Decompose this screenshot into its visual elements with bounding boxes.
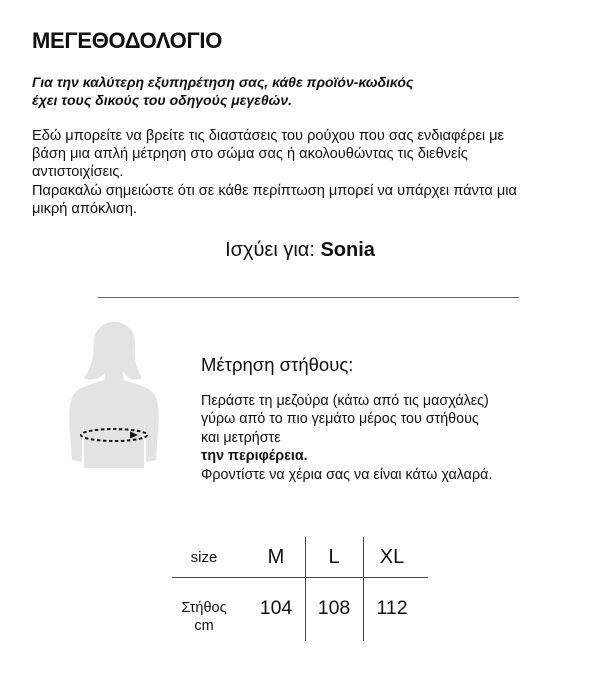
chest-value-m: 104 [259, 597, 293, 619]
row-label-unit: cm [194, 618, 214, 634]
description-line: Παρακαλώ σημειώστε ότι σε κάθε περίπτωση μπορεί να υπάρχει πάντα μια [32, 182, 517, 199]
row-label-line: Στήθος [181, 600, 227, 616]
instruction-line [201, 429, 561, 466]
measurement-title: Μέτρηση στήθους: [201, 354, 354, 375]
table-column-divider [363, 537, 364, 641]
row-label-chest [172, 599, 236, 635]
applies-to [0, 239, 600, 262]
chest-value-xl: 112 [376, 597, 408, 619]
applies-label: Ισχύει για: [225, 239, 315, 261]
description-line: μικρή απόκλιση. [32, 200, 138, 217]
female-torso-tape-measure-icon [64, 320, 164, 470]
size-table [172, 537, 428, 642]
description-line: Εδώ μπορείτε να βρείτε τις διαστάσεις του ρούχου που σας ενδιαφέρει με [32, 128, 505, 144]
size-header-xl: XL [379, 546, 405, 568]
intro-text [32, 73, 572, 109]
intro-line: έχει τους δικούς του οδηγούς μεγεθών. [32, 92, 292, 108]
table-header-divider [172, 577, 428, 578]
instruction-line: γύρω από το πιο γεμάτο μέρος του στήθους [201, 411, 479, 428]
instruction-line: Φροντίστε να χέρια σας να είναι κάτω χαλαρά. [201, 466, 493, 483]
instruction-emphasis: την περιφέρεια. [201, 448, 308, 465]
product-name: Sonia [320, 239, 375, 261]
chest-value-l: 108 [317, 597, 351, 619]
description-line: αντιστοιχίσεις. [32, 164, 124, 181]
size-header-l: L [328, 546, 340, 568]
size-header-label: size [190, 549, 218, 566]
description-line: βάση μια απλή μέτρηση στο σώμα σας ή ακολουθώντας τις διεθνείς [32, 146, 468, 163]
divider [98, 297, 519, 298]
size-header-m: M [267, 546, 285, 568]
description-text [32, 127, 572, 218]
instruction-line: Περάστε τη μεζούρα (κάτω από τις μασχάλες) [201, 393, 489, 409]
measurement-instructions [201, 392, 561, 484]
instruction-prefix: και μετρήστε [201, 429, 281, 446]
table-column-divider [305, 537, 306, 641]
page-title: ΜΕΓΕΘΟΔΟΛΟΓΙΟ [32, 28, 223, 53]
intro-line: Για την καλύτερη εξυπηρέτηση σας, κάθε προϊόν-κωδικός [32, 74, 414, 90]
